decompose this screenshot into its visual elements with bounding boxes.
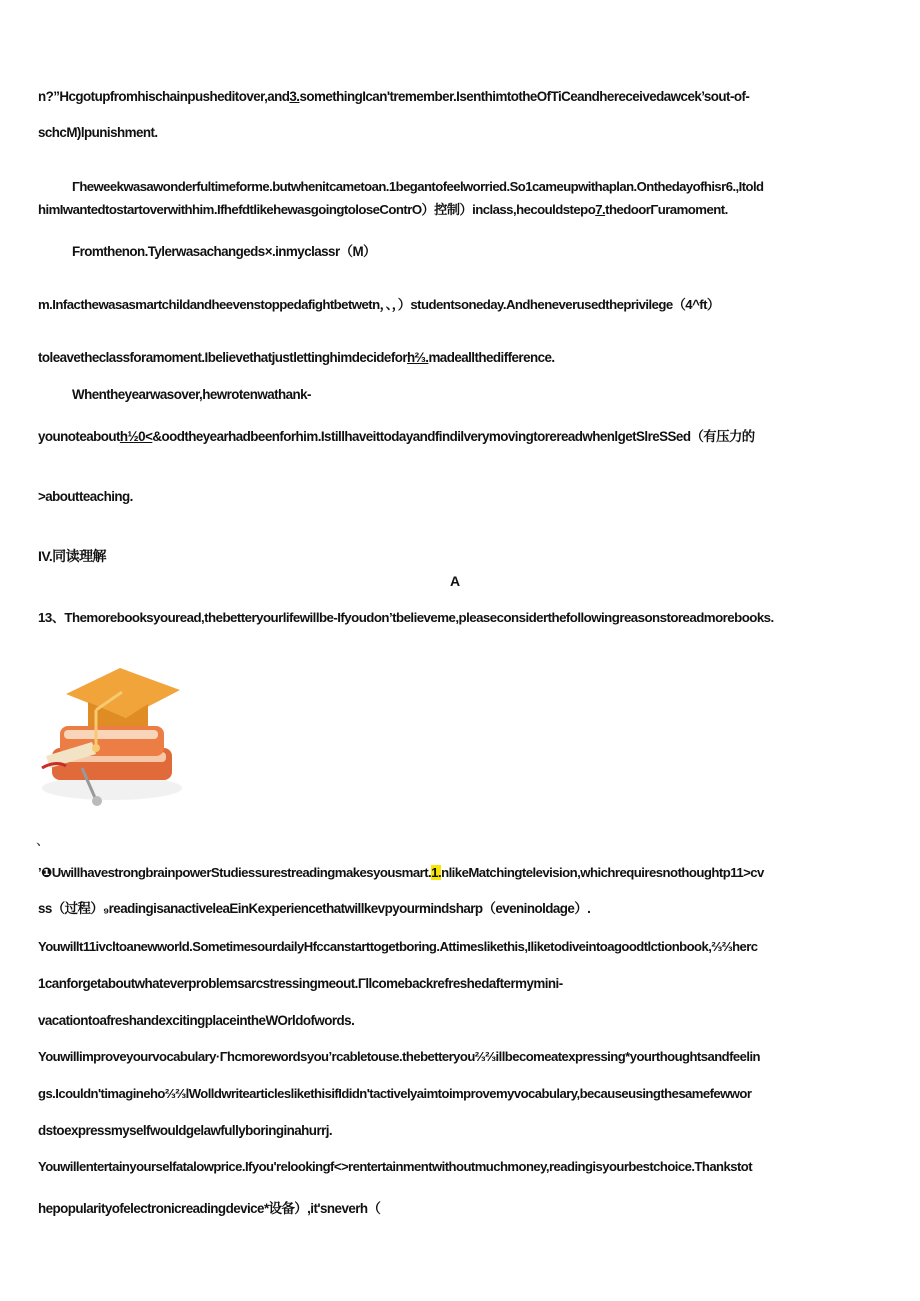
graduation-cap-books-icon — [36, 660, 188, 810]
text-line: Youwillt11ivcltoanewworld.SometimesourdailyHfccanstarttogetboring.Attimeslikethis,Iliketodiveintoagoodtlctionbook,⅔⅔herc — [38, 939, 758, 954]
line-segment: Studiessurestreadingmakesyousmart. — [210, 865, 432, 880]
line-segment: nlike — [441, 865, 469, 880]
line-segment: n?”Hcgotupfromhischainpusheditover,and — [38, 89, 290, 104]
line-segment: himIwantedtostartoverwithhim.Ifhefdtlikehewasgoingtolose — [38, 202, 380, 217]
line-segment: madeallthedifference. — [428, 350, 555, 365]
text-line: Γheweekwasawonderfultimeforme.butwhenitcametoan.1begantofeelworried.So1cameupwithaplan.Onthedayofhisr6.,Itold — [72, 179, 764, 194]
line-segment: Matchingtelevision,whichrequiresnothoughtp11>cv — [468, 865, 764, 880]
blank-number: h½0< — [119, 429, 153, 444]
highlighted-number: 1. — [431, 865, 442, 880]
line-segment: thedoorΓuramoment. — [605, 202, 728, 217]
line-segment: SlreSSed（有压力的 — [636, 429, 755, 444]
text-line — [38, 201, 728, 219]
text-line — [38, 88, 749, 106]
text-line — [38, 864, 764, 882]
text-line: 1canforgetaboutwhateverproblemsarcstressingmeout.Γllcomebackrefreshedaftermymini- — [38, 976, 563, 991]
text-line — [38, 428, 755, 446]
line-segment: &oodtheyearhadbeenforhim.Istillhaveittodayandfindilverymovingtorereadwhenlget — [152, 429, 637, 444]
text-line: >aboutteaching. — [38, 489, 133, 504]
text-line: m.Infacthewasasmartchildandheevenstoppedafightbetwetn，、，）studentsoneday.Andheneverusedtheprivilege（4^ft） — [38, 297, 720, 312]
line-segment: ContrO）控制）inclass,hecouldstepo — [379, 202, 596, 217]
section-heading: IV.同读理解 — [38, 548, 106, 564]
passage-label: A — [450, 573, 461, 589]
line-segment: ’❶Uwillhavestrongbrainpower — [38, 865, 211, 880]
line-segment: somethingIcan'tremember.Isenthimtothe — [299, 89, 537, 104]
text-line — [38, 349, 555, 367]
blank-number: 7. — [595, 202, 606, 217]
text-line: gs.Icouldn'timagineho⅔⅔lWolldwritearticleslikethisifIdidn'tactivelyaimtoimprovemyvocabulary,becauseusingthesamefewwor — [38, 1086, 752, 1101]
text-line: ss（过程）₉readingisanactiveleaEinKexperiencethatwillkevpyourmindsharp（eveninoldage）. — [38, 901, 591, 916]
text-line: Fromthenon.Tylerwasachangeds×.inmyclassr（M） — [72, 244, 376, 259]
text-line: dstoexpressmyselfwouldgelawfullyboringinahurrj. — [38, 1123, 333, 1138]
text-line: Youwillentertainyourselfatalowprice.Ifyou'relookingf<>rentertainmentwithoutmuchmoney,readingisyourbestchoice.Thankstot — [38, 1159, 753, 1174]
text-line: Youwillimproveyourvocabulary·Γhcmorewordsyou’rcabletouse.thebetteryou⅔⅔illbecomeatexpressing*yourthoughtsandfeelin — [38, 1049, 761, 1064]
line-segment: younoteabout — [38, 429, 120, 444]
line-segment: OfTiCeandhereceivedawcek’sout-of- — [536, 89, 750, 104]
text-line: schcM)lpunishment. — [38, 125, 158, 140]
text-line: vacationtoafreshandexcitingplaceintheWOrldofwords. — [38, 1013, 355, 1028]
blank-number: h⅔. — [407, 350, 429, 365]
line-segment: toleavetheclassforamoment.Ibelievethatjustlettinghimdecidefor — [38, 350, 408, 365]
stray-mark: 、 — [36, 833, 49, 848]
text-line: 13、Themorebooksyouread,thebetteryourlifewillbe-Ifyoudon’tbelieveme,pleaseconsiderthefollowingreasonstoreadmorebooks. — [38, 610, 774, 625]
text-line: hepopularityofelectronicreadingdevice*设备）,it'sneverh（ — [38, 1201, 381, 1216]
text-line: Whentheyearwasover,hewrotenwathank- — [72, 387, 311, 402]
blank-number: 3. — [289, 89, 300, 104]
